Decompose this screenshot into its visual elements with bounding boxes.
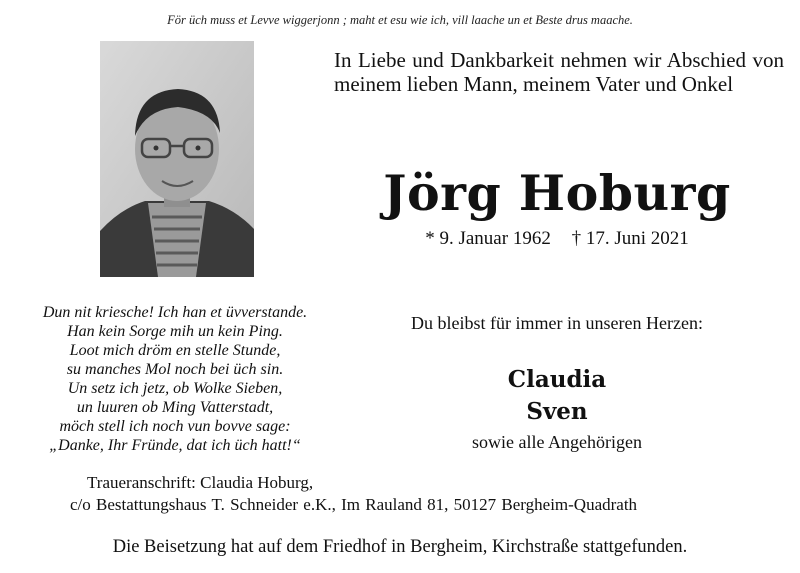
forever-line: Du bleibst für immer in unseren Herzen: — [411, 313, 703, 333]
portrait-illustration — [100, 41, 254, 277]
poem-line: „Danke, Ihr Fründe, dat ich üch hatt!“ — [49, 437, 301, 454]
poem-line: Un setz ich jetz, ob Wolke Sieben, — [67, 380, 283, 397]
intro-text: In Liebe und Dankbarkeit nehmen wir Abschied von meinem lieben Mann, meinem Vater und Onkel — [334, 48, 784, 96]
burial-notice: Die Beisetzung hat auf dem Friedhof in Bergheim, Kirchstraße stattgefunden. — [112, 537, 688, 557]
mourning-address-line-1: Traueranschrift: Claudia Hoburg, — [87, 473, 314, 492]
poem-line: su manches Mol noch bei üch sin. — [66, 361, 284, 378]
death-date: † 17. Juni 2021 — [571, 228, 689, 249]
portrait-photo — [100, 41, 254, 277]
motto-line: För üch muss et Levve wiggerjonn ; maht et esu wie ich, vill laache un et Beste drus maache. — [167, 13, 633, 27]
birth-date: * 9. Januar 1962 — [425, 228, 551, 249]
poem-line: Dun nit kriesche! Ich han et üvverstande. — [42, 304, 308, 321]
mourner-name: Claudia — [507, 366, 607, 393]
deceased-name: Jörg Hoburg — [383, 164, 731, 222]
mourner-name: Sven — [526, 398, 588, 425]
poem-line: Han kein Sorge mih un kein Ping. — [67, 323, 283, 340]
poem-line: möch stell ich noch vun bovve sage: — [59, 418, 291, 435]
mourning-address-line-2: c/o Bestattungshaus T. Schneider e.K., Im Rauland 81, 50127 Bergheim-Quadrath — [70, 495, 638, 514]
relatives-line: sowie alle Angehörigen — [472, 432, 642, 452]
poem — [14, 303, 336, 455]
poem-line: un luuren ob Ming Vatterstadt, — [76, 399, 274, 416]
life-dates — [334, 228, 780, 250]
poem-line: Loot mich dröm en stelle Stunde, — [69, 342, 281, 359]
